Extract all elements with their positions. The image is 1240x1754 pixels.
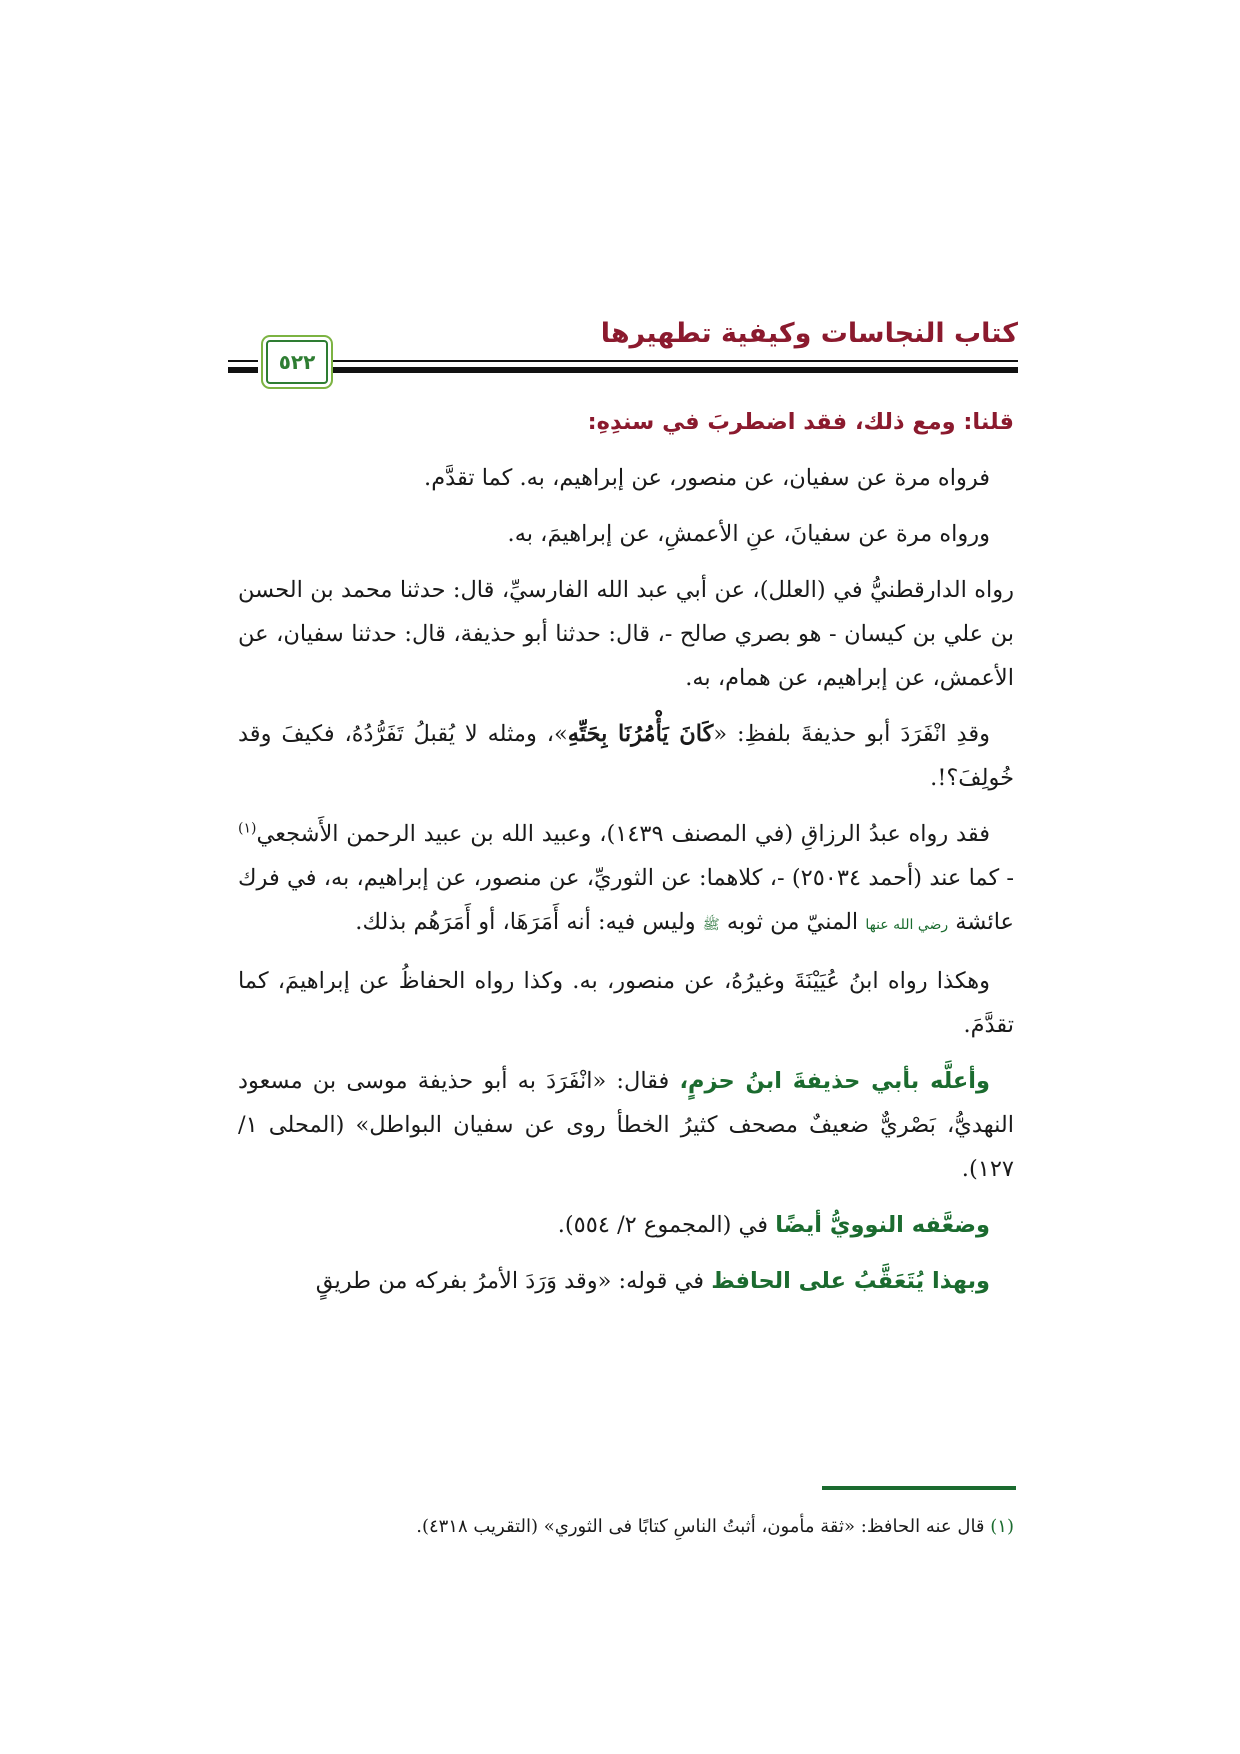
footnote-text: قال عنه الحافظ: «ثقة مأمون، أثبتُ الناسِ كتابًا فى الثوري» (التقريب ٤٣١٨). bbox=[416, 1516, 991, 1537]
text-segment: المنيّ من ثوبه bbox=[719, 909, 866, 935]
paragraph-6 bbox=[238, 812, 1014, 947]
paragraph-lead: وضعَّفه النوويُّ أيضًا bbox=[775, 1212, 990, 1238]
paragraph-5 bbox=[238, 712, 1014, 800]
paragraph-2: فرواه مرة عن سفيان، عن منصور، عن إبراهيم، به. كما تقدَّم. bbox=[424, 465, 990, 491]
book-title: كتاب النجاسات وكيفية تطهيرها bbox=[600, 318, 1018, 349]
header-rule-thick bbox=[228, 367, 1018, 373]
paragraph-10 bbox=[238, 1259, 1014, 1303]
hadith-quote: كَانَ يَأْمُرُنَا بِحَتِّهِ bbox=[567, 721, 714, 747]
text-segment: وقدِ انْفَرَدَ أبو حذيفةَ بلفظِ: « bbox=[713, 721, 990, 747]
paragraph-4: رواه الدارقطنيُّ في (العلل)، عن أبي عبد الله الفارسيِّ، قال: حدثنا محمد بن الحسن بن علي بن كيسان - هو بصري صالح -، قال: حدثنا أبو حذيفة، قال: حدثنا سفيان، عن الأعمش، عن إبراهيم، عن همام، به. bbox=[238, 577, 1014, 691]
honorific-symbol: رضي الله عنها bbox=[865, 917, 949, 933]
header-rule-thin bbox=[228, 360, 1018, 362]
footnote-separator bbox=[822, 1486, 1016, 1490]
footnote-number: (١) bbox=[990, 1516, 1014, 1537]
text-segment: فقال: «انْفَرَدَ به أبو حذيفة موسى بن مسعود النهديُّ، بَصْريٌّ ضعيفٌ مصحف كثيرُ الخطأ روى عن سفيان البواطل» (المحلى ١/ ١٢٧). bbox=[238, 1068, 1014, 1182]
text-segment: وليس فيه: أنه أَمَرَهَا، أو أَمَرَهُم بذلك. bbox=[355, 909, 703, 935]
footnote bbox=[238, 1512, 1014, 1542]
text-segment: - كما عند (أحمد ٢٥٠٣٤) -، كلاهما: عن الثوريِّ، عن منصور، عن إبراهيم، به، في فرك عائشة bbox=[238, 865, 1014, 935]
paragraph-8 bbox=[238, 1059, 1014, 1191]
text-segment: »، ومثله لا يُقبلُ تَفَرُّدُهُ، فكيفَ وقد خُولِفَ؟!. bbox=[238, 721, 1014, 791]
paragraph-7: وهكذا رواه ابنُ عُيَيْنَةَ وغيرُهُ، عن منصور، به. وكذا رواه الحفاظُ عن إبراهيمَ، كما تقدَّمَ. bbox=[238, 968, 1014, 1038]
text-segment: فقد رواه عبدُ الرزاقِ (في المصنف ١٤٣٩)، وعبيد الله بن عبيد الرحمن الأَشجعي bbox=[256, 821, 990, 847]
paragraph-1 bbox=[238, 400, 1014, 444]
paragraph-lead: قلنا: ومع ذلك، فقد اضطربَ في سندِهِ: bbox=[587, 409, 1014, 435]
text-segment: في قوله: «وقد وَرَدَ الأمرُ بفركه من طريقٍ bbox=[315, 1268, 712, 1294]
page-number-badge: ٥٢٢ bbox=[266, 340, 328, 384]
footnote-reference[interactable]: (١) bbox=[238, 820, 257, 837]
paragraph-3: ورواه مرة عن سفيانَ، عنِ الأعمشِ، عن إبراهيمَ، به. bbox=[507, 521, 990, 547]
running-header bbox=[228, 318, 1018, 388]
page-body bbox=[238, 400, 1014, 1315]
text-segment: في (المجموع ٢/ ٥٥٤). bbox=[557, 1212, 776, 1238]
paragraph-lead: وبهذا يُتَعَقَّبُ على الحافظ bbox=[711, 1268, 990, 1294]
paragraph-9 bbox=[238, 1203, 1014, 1247]
salutation-symbol: ﷺ bbox=[702, 917, 720, 933]
paragraph-lead: وأعلَّه بأبي حذيفةَ ابنُ حزمٍ، bbox=[679, 1068, 990, 1094]
